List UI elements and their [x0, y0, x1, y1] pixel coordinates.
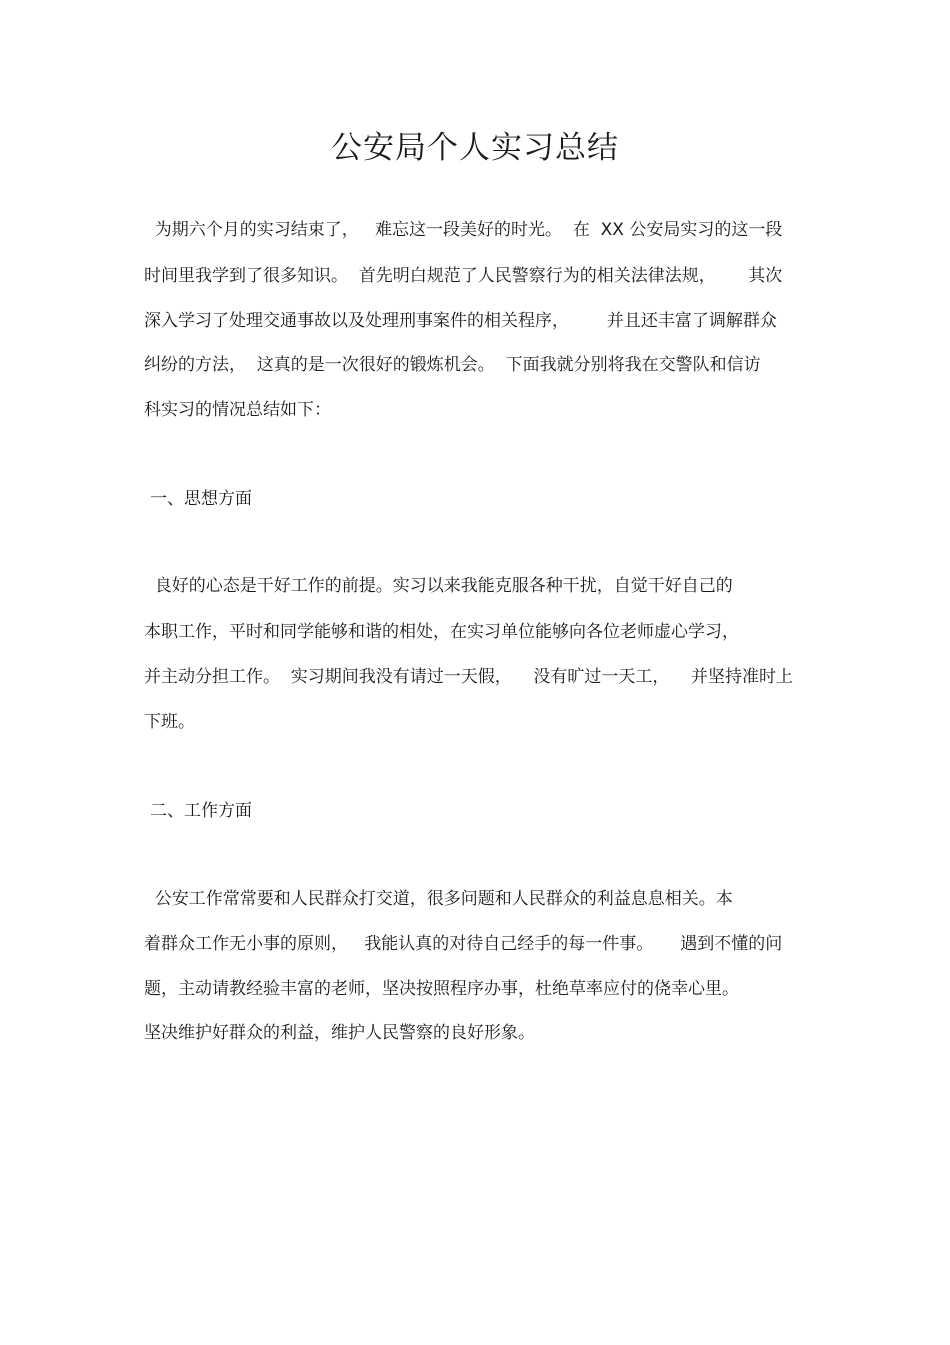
document-title: 公安局个人实习总结: [331, 130, 619, 166]
section1-line: 良好的心态是干好工作的前提。实习以来我能克服各种干扰，自觉干好自己的: [144, 576, 733, 596]
section2-line: 题，主动请教经验丰富的老师，坚决按照程序办事，杜绝草率应付的侥幸心里。: [144, 979, 739, 999]
intro-line: 时间里我学到了很多知识。 首先明白规范了人民警察行为的相关法律法规， 其次: [144, 266, 783, 286]
intro-line: 深入学习了处理交通事故以及处理刑事案件的相关程序， 并且还丰富了调解群众: [144, 311, 777, 331]
section-heading-work: 二、工作方面: [150, 801, 252, 821]
section2-line: 公安工作常常要和人民群众打交道，很多问题和人民群众的利益息息相关。本: [144, 889, 733, 909]
intro-line: 科实习的情况总结如下：: [144, 400, 331, 420]
intro-line: 为期六个月的实习结束了， 难忘这一段美好的时光。 在 XX 公安局实习的这一段: [144, 220, 783, 240]
section1-line: 本职工作，平时和同学能够和谐的相处，在实习单位能够向各位老师虚心学习，: [144, 622, 739, 642]
section1-line: 下班。: [144, 712, 195, 732]
section2-line: 着群众工作无小事的原则， 我能认真的对待自己经手的每一件事。 遇到不懂的问: [144, 934, 783, 954]
intro-line: 纠纷的方法， 这真的是一次很好的锻炼机会。 下面我就分别将我在交警队和信访: [144, 355, 761, 375]
section1-line: 并主动分担工作。 实习期间我没有请过一天假， 没有旷过一天工， 并坚持准时上: [144, 667, 794, 687]
section-heading-thought: 一、思想方面: [150, 489, 252, 509]
section2-line: 坚决维护好群众的利益，维护人民警察的良好形象。: [144, 1023, 535, 1043]
